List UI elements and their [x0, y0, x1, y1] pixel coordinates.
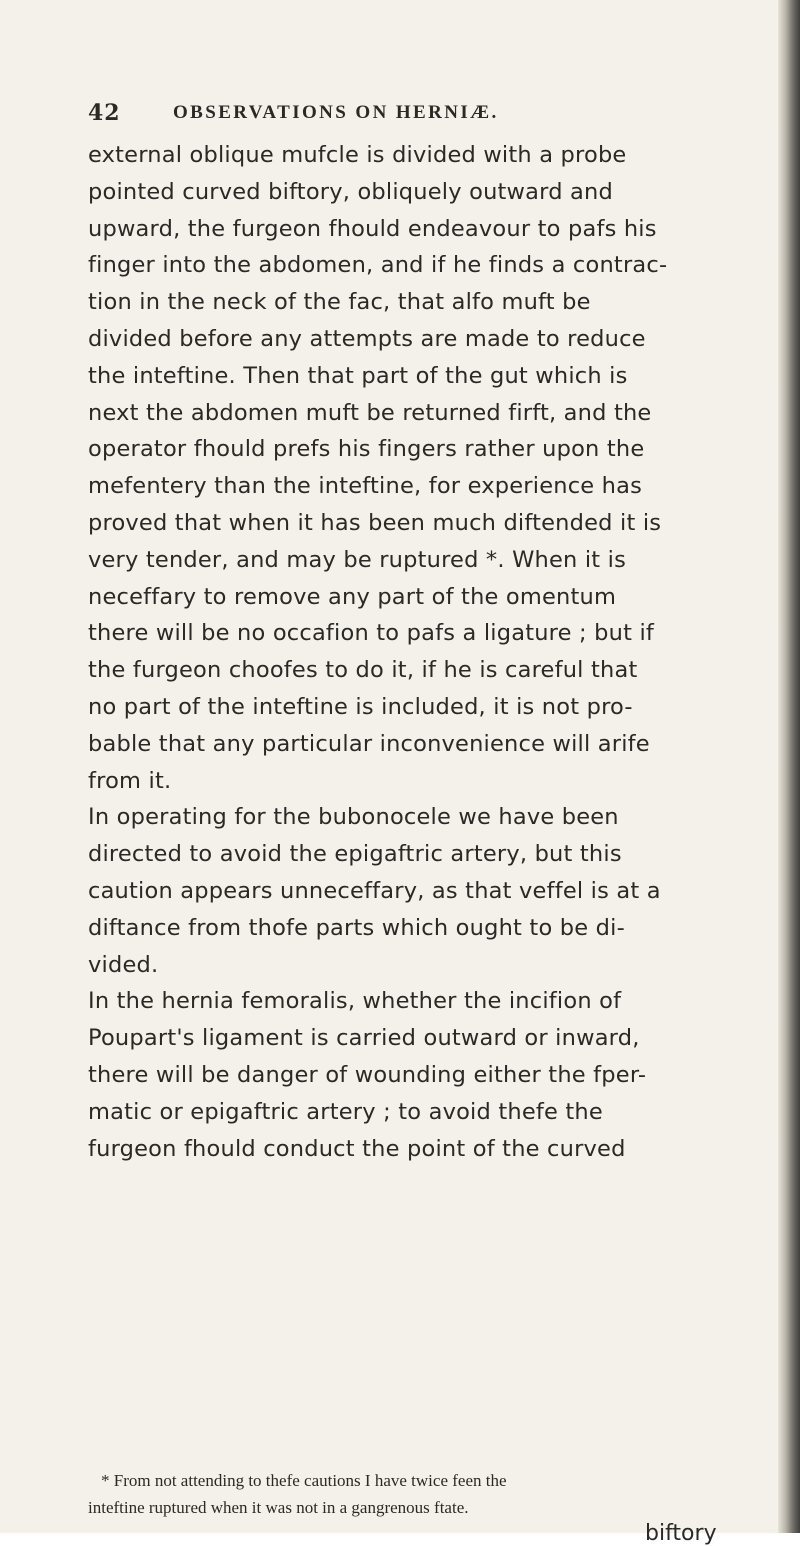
text-line: operator fhould prefs his fingers rather upon the: [88, 436, 645, 463]
text-line: pointed curved biftory, obliquely outward and: [88, 178, 613, 205]
text-line: In the hernia femoralis, whether the incifion of: [88, 988, 622, 1015]
text-line: divided before any attempts are made to reduce: [88, 325, 646, 352]
text-line: furgeon fhould conduct the point of the curved: [88, 1135, 626, 1162]
text-line: the furgeon choofes to do it, if he is careful that: [88, 657, 638, 684]
text-line: bable that any particular inconvenience will arife: [88, 730, 650, 757]
footnote-line: inteftine ruptured when it was not in a gangrenous ftate.: [88, 1498, 469, 1517]
text-line: there will be no occafion to pafs a ligature ; but if: [88, 620, 655, 647]
text-line: mefentery than the inteftine, for experience has: [88, 473, 643, 500]
text-line: no part of the inteftine is included, it is not pro-: [88, 693, 633, 720]
text-line: proved that when it has been much diftended it is: [88, 509, 662, 536]
text-line: In operating for the bubonocele we have been: [88, 804, 619, 831]
text-line: diftance from thofe parts which ought to be di-: [88, 914, 625, 941]
page-number: 42: [88, 100, 121, 126]
text-line: upward, the furgeon fhould endeavour to pafs his: [88, 215, 657, 242]
main-text: [88, 137, 758, 1167]
text-line: caution appears unneceffary, as that veffel is at a: [88, 877, 661, 904]
text-line: the inteftine. Then that part of the gut which is: [88, 362, 628, 389]
text-line: very tender, and may be ruptured *. When it is: [88, 546, 627, 573]
text-line: from it.: [88, 767, 172, 794]
running-title: OBSERVATIONS ON HERNIÆ.: [173, 102, 499, 123]
text-line: tion in the neck of the fac, that alfo muft be: [88, 289, 591, 316]
running-head: [88, 100, 688, 130]
text-line: external oblique mufcle is divided with a probe: [88, 142, 627, 168]
text-line: finger into the abdomen, and if he finds a contrac-: [88, 252, 668, 279]
text-line: directed to avoid the epigaftric artery, but this: [88, 841, 622, 868]
text-line: neceffary to remove any part of the omentum: [88, 583, 617, 610]
footnote-line: * From not attending to thefe cautions I have twice feen the: [101, 1471, 507, 1490]
text-line: Poupart's ligament is carried outward or inward,: [88, 1025, 640, 1052]
text-line: there will be danger of wounding either the fper-: [88, 1061, 647, 1088]
page-edge-shadow: [778, 0, 800, 1533]
footnote: [88, 1467, 761, 1521]
text-line: matic or epigaftric artery ; to avoid thefe the: [88, 1098, 603, 1125]
text-line: next the abdomen muft be returned firft, and the: [88, 399, 652, 426]
catchword: biftory: [645, 1521, 717, 1546]
text-line: vided.: [88, 951, 159, 978]
